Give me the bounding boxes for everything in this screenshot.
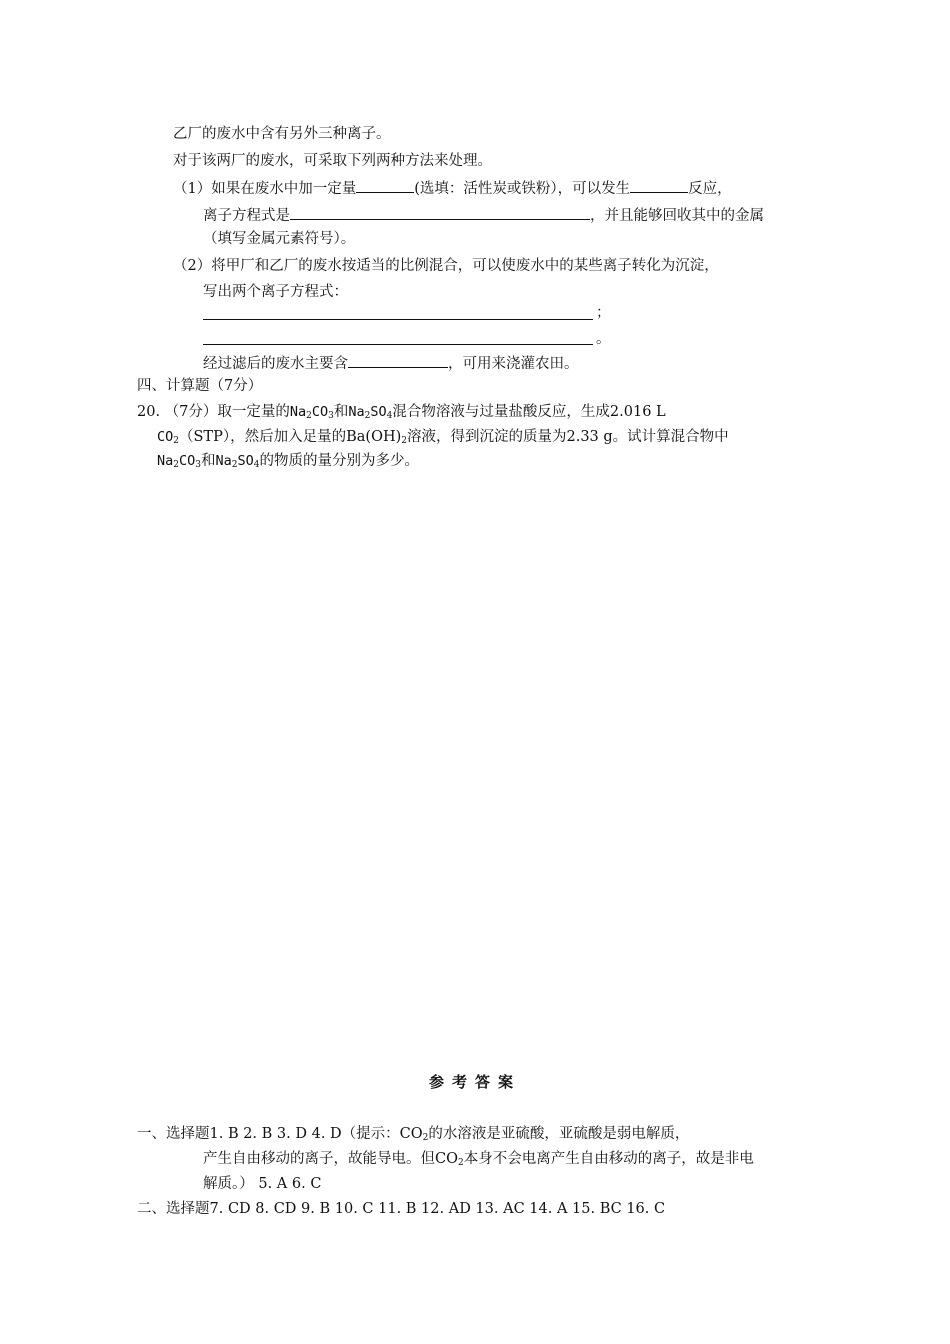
answers-row2-label: 二、选择题 [137,1201,210,1217]
formula-sub: 2 [401,436,407,446]
q20-text-3: 的物质的量分别为多少。 [259,453,419,469]
q1-line2-suffix: ，并且能够回收其中的金属 [590,208,764,224]
formula-sub: 3 [195,460,201,470]
formula-na2co3-b: Na [157,453,174,469]
q20-score: （7分）取一定量的 [164,404,290,420]
formula-na2so4-a: Na [348,404,365,420]
formula-co: CO [179,453,196,469]
q1-line-3: （填写金属元素符号）。 [203,231,356,247]
formula-sub: 2 [364,411,371,421]
formula-sub: 4 [386,411,393,421]
conj-he: 和 [201,453,216,469]
q20-line-1 [137,402,666,422]
formula-sub: 3 [328,411,334,421]
passage-line-1: 乙厂的废水中含有另外三种离子。 [173,126,391,142]
formula-sub: 2 [306,411,312,421]
formula-co: CO [311,404,329,420]
formula-sub: 2 [457,1158,464,1168]
formula-sub: 2 [422,1133,429,1143]
q1-line-1 [173,177,732,199]
formula-sub: 2 [173,460,179,470]
section4-heading: 四、计算题（7分） [137,378,263,394]
answers-row1-line2a: 产生自由移动的离子，故能导电。但CO [203,1151,458,1167]
q20-number: 20. [137,404,161,420]
q1-blank-reagent[interactable] [356,177,414,193]
q1-mid: 反应， [688,181,732,197]
answers-row1-line2b: 本身不会电离产生自由移动的离子，故是非电 [463,1151,754,1167]
formula-so: SO [237,453,254,469]
answers-row-1-line-2 [203,1149,754,1169]
q20-text-1: 混合物溶液与过量盐酸反应，生成2.016 L [392,404,666,420]
answers-row1-text: 1. B 2. B 3. D 4. D（提示：CO [209,1126,423,1142]
q20-stp: （STP），然后加入足量的Ba(OH) [179,429,402,445]
answers-row-1 [137,1124,689,1144]
answers-row1-text-b: 的水溶液是亚硫酸，亚硫酸是弱电解质， [428,1126,690,1142]
q1-prefix: （1）如果在废水中加一定量 [173,181,357,197]
formula-so: SO [370,404,387,420]
formula-na2co3-a: Na [289,404,307,420]
q2-period: 。 [596,331,611,347]
q20-text-2: 溶液，得到沉淀的质量为2.33 g。试计算混合物中 [407,429,729,445]
q2-semicolon: ； [596,305,611,321]
formula-sub: 4 [253,460,260,470]
formula-sub: 2 [173,436,179,446]
conj-he: 和 [333,404,349,420]
answers-row-2 [137,1199,665,1219]
formula-na2so4-b: Na [215,453,232,469]
answers-title: 参考答案 [428,1073,521,1091]
q20-line-2 [157,427,729,447]
q1-blank-equation[interactable] [290,204,590,220]
q1-blank-reaction-type[interactable] [630,177,688,193]
q2-line5-prefix: 经过滤后的废水主要含 [203,356,348,372]
q20-line-3 [157,451,419,471]
answers-row1-label: 一、选择题 [137,1126,210,1142]
answers-row-1-line-3: 解质。） 5. A 6. C [203,1176,322,1192]
q1-line2-prefix: 离子方程式是 [203,208,290,224]
q2-blank-equation-1[interactable] [203,319,593,320]
q2-line-5 [203,352,579,374]
q2-blank-content[interactable] [348,352,448,368]
q2-line-2: 写出两个离子方程式： [203,284,348,300]
formula-co2: CO [157,429,174,445]
formula-sub: 2 [231,460,238,470]
q2-line-1: （2）将甲厂和乙厂的废水按适当的比例混合，可以使废水中的某些离子转化为沉淀， [173,258,719,274]
q1-option-hint: (选填：活性炭或铁粉），可以发生 [414,181,631,197]
q2-blank-equation-2[interactable] [203,344,593,345]
q2-line5-suffix: ，可用来浇灌农田。 [448,356,579,372]
passage-line-2: 对于该两厂的废水，可采取下列两种方法来处理。 [173,153,492,169]
q1-line-2 [203,204,764,226]
answers-row2-text: 7. CD 8. CD 9. B 10. C 11. B 12. AD 13. AC 14. A 15. BC 16. C [209,1201,666,1217]
